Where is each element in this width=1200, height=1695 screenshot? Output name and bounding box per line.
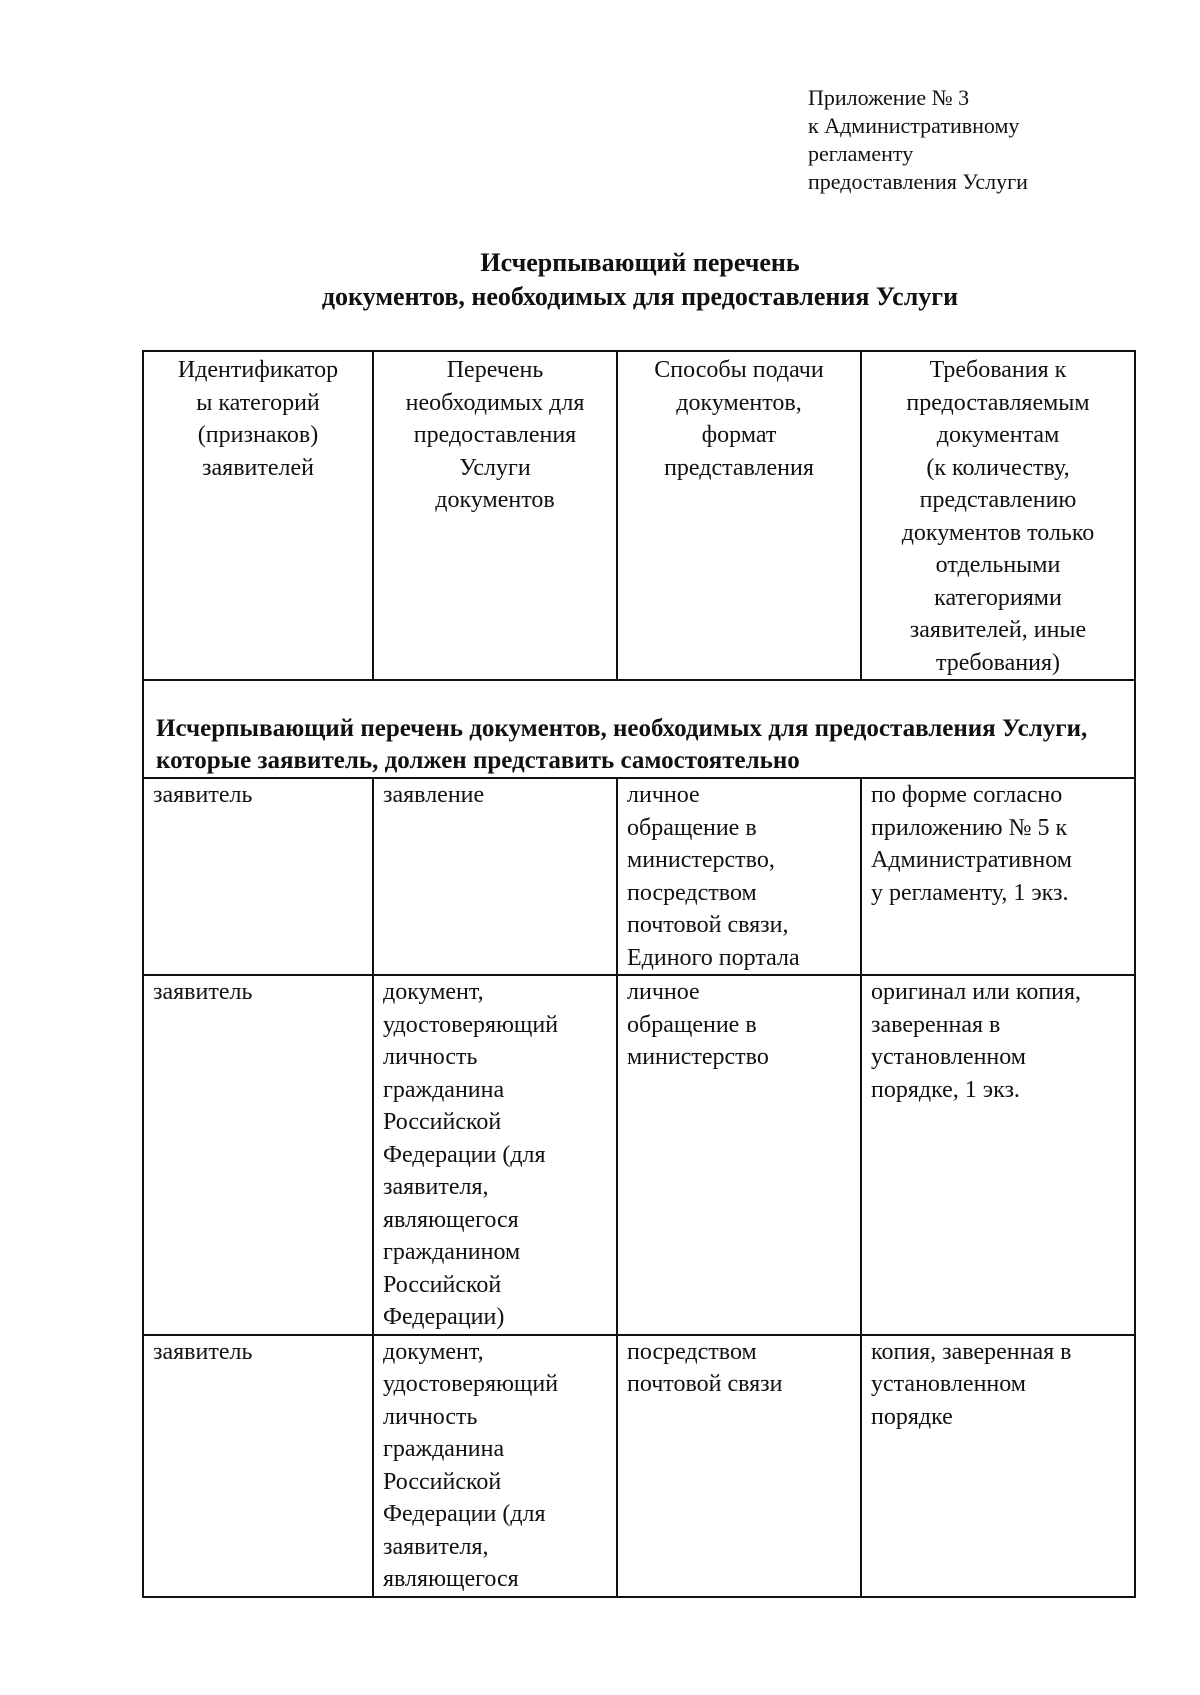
appendix-line: регламенту bbox=[808, 141, 914, 166]
cell-document: документ, удостоверяющий личность гражданина Российской Федерации (для заявителя, являющегося гражданином Российской Федерации) bbox=[373, 975, 617, 1335]
documents-table bbox=[142, 350, 1136, 1598]
table-row bbox=[143, 778, 1135, 975]
cell-submission-method: посредством почтовой связи bbox=[617, 1335, 861, 1597]
cell-applicant: заявитель bbox=[143, 1335, 373, 1597]
header-cell-requirements: Требования к предоставляемым документам (к количеству, представлению документов только отдельными категориями заявителей, иные требования) bbox=[861, 351, 1135, 680]
header-cell-submission-methods: Способы подачи документов, формат представления bbox=[617, 351, 861, 680]
appendix-line: к Административному bbox=[808, 113, 1020, 138]
cell-requirements: копия, заверенная в установленном порядке bbox=[861, 1335, 1135, 1597]
header-cell-applicant-categories: Идентификатор ы категорий (признаков) заявителей bbox=[143, 351, 373, 680]
cell-submission-method: личное обращение в министерство, посредством почтовой связи, Единого портала bbox=[617, 778, 861, 975]
table-row bbox=[143, 975, 1135, 1335]
document-title bbox=[140, 246, 1140, 314]
section-title: Исчерпывающий перечень документов, необходимых для предоставления Услуги, которые заявитель, должен представить самостоятельно bbox=[143, 680, 1135, 778]
cell-applicant: заявитель bbox=[143, 975, 373, 1335]
table-row bbox=[143, 1335, 1135, 1597]
title-line: документов, необходимых для предоставления Услуги bbox=[321, 282, 959, 311]
header-cell-documents-list: Перечень необходимых для предоставления Услуги документов bbox=[373, 351, 617, 680]
cell-submission-method: личное обращение в министерство bbox=[617, 975, 861, 1335]
cell-document: документ, удостоверяющий личность гражданина Российской Федерации (для заявителя, являющегося bbox=[373, 1335, 617, 1597]
table-section-row bbox=[143, 680, 1135, 778]
cell-requirements: по форме согласно приложению № 5 к Административном у регламенту, 1 экз. bbox=[861, 778, 1135, 975]
cell-requirements: оригинал или копия, заверенная в установленном порядке, 1 экз. bbox=[861, 975, 1135, 1335]
cell-document: заявление bbox=[373, 778, 617, 975]
appendix-line: предоставления Услуги bbox=[808, 169, 1028, 194]
appendix-line: Приложение № 3 bbox=[808, 85, 970, 110]
cell-applicant: заявитель bbox=[143, 778, 373, 975]
appendix-reference bbox=[808, 84, 1138, 196]
title-line: Исчерпывающий перечень bbox=[480, 248, 800, 277]
table-header-row bbox=[143, 351, 1135, 680]
